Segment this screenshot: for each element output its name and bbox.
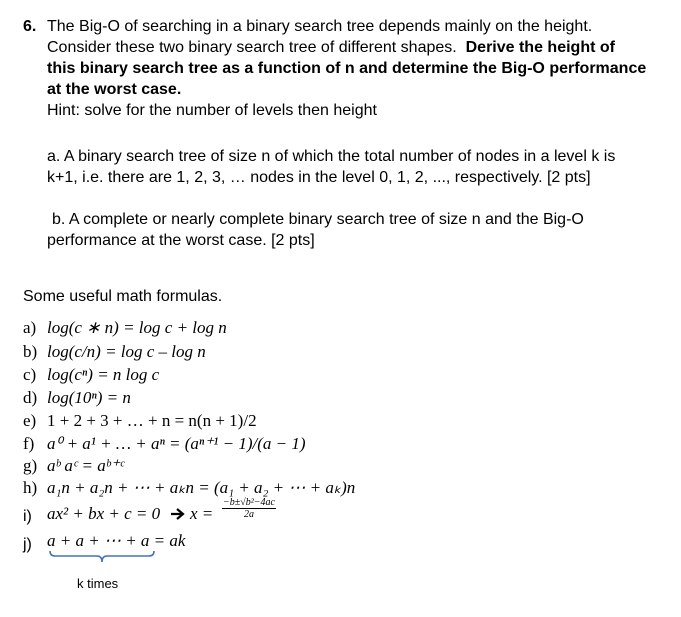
formula-e-label: e)	[23, 411, 37, 430]
arrow-right-icon	[170, 507, 186, 521]
question-line-4: at the worst case.	[47, 81, 182, 98]
question-line-2	[47, 37, 615, 58]
formula-h-label: h)	[23, 478, 38, 497]
formula-i-denominator: 2a	[243, 509, 254, 520]
formula-b: log(c/n) = log c – log n	[47, 342, 206, 361]
formula-g: aᵇ aᶜ = aᵇ⁺ᶜ	[47, 456, 124, 475]
formula-i-lhs: ax² + bx + c = 0	[47, 504, 161, 523]
formula-f: a⁰ + a¹ + … + aⁿ = (aⁿ⁺¹ − 1)/(a − 1)	[47, 434, 306, 453]
brace-label: k times	[77, 576, 119, 591]
formula-j-label: j)	[23, 536, 32, 553]
part-b-line-1: b. A complete or nearly complete binary search tree of size n and the Big-O	[52, 211, 584, 228]
formula-c-label: c)	[23, 365, 37, 384]
formula-f-label: f)	[23, 434, 35, 453]
formula-i-x: x =	[190, 504, 214, 523]
formula-i-numerator: −b±√b²−4ac	[223, 497, 275, 508]
formula-i-fraction	[222, 497, 276, 520]
part-a-line-1: a. A binary search tree of size n of which the total number of nodes in a level k is	[47, 148, 616, 165]
formula-a: log(c ∗ n) = log c + log n	[47, 318, 227, 337]
formula-e: 1 + 2 + 3 + … + n = n(n + 1)/2	[47, 411, 257, 430]
formula-g-label: g)	[23, 456, 38, 475]
formula-d: log(10ⁿ) = n	[47, 388, 131, 407]
formula-c: log(cⁿ) = n log c	[47, 365, 160, 384]
question-line-1: The Big-O of searching in a binary search tree depends mainly on the height.	[47, 18, 593, 35]
question-hint: Hint: solve for the number of levels then height	[47, 102, 377, 119]
formula-d-label: d)	[23, 388, 38, 407]
formula-i-label: i)	[23, 508, 32, 525]
question-line-3: this binary search tree as a function of n and determine the Big-O performance	[47, 60, 647, 77]
question-line-2-bold: Derive the height of	[465, 39, 615, 56]
question-number: 6.	[23, 18, 37, 35]
question-line-2-plain: Consider these two binary search tree of different shapes.	[47, 39, 457, 56]
formula-b-label: b)	[23, 342, 38, 361]
part-a-line-2: k+1, i.e. there are 1, 2, 3, … nodes in the level 0, 1, 2, ..., respectively. [2 pts]	[47, 169, 591, 186]
part-b-line-2: performance at the worst case. [2 pts]	[47, 232, 315, 249]
formula-j: a + a + ⋯ + a = ak	[47, 531, 186, 550]
underbrace-icon	[49, 550, 155, 564]
formula-h: a₁n + a₂n + ⋯ + aₖn = (a₁ + a₂ + ⋯ + aₖ)n	[47, 478, 356, 497]
formula-a-label: a)	[23, 318, 37, 337]
formulas-heading: Some useful math formulas.	[23, 288, 223, 305]
